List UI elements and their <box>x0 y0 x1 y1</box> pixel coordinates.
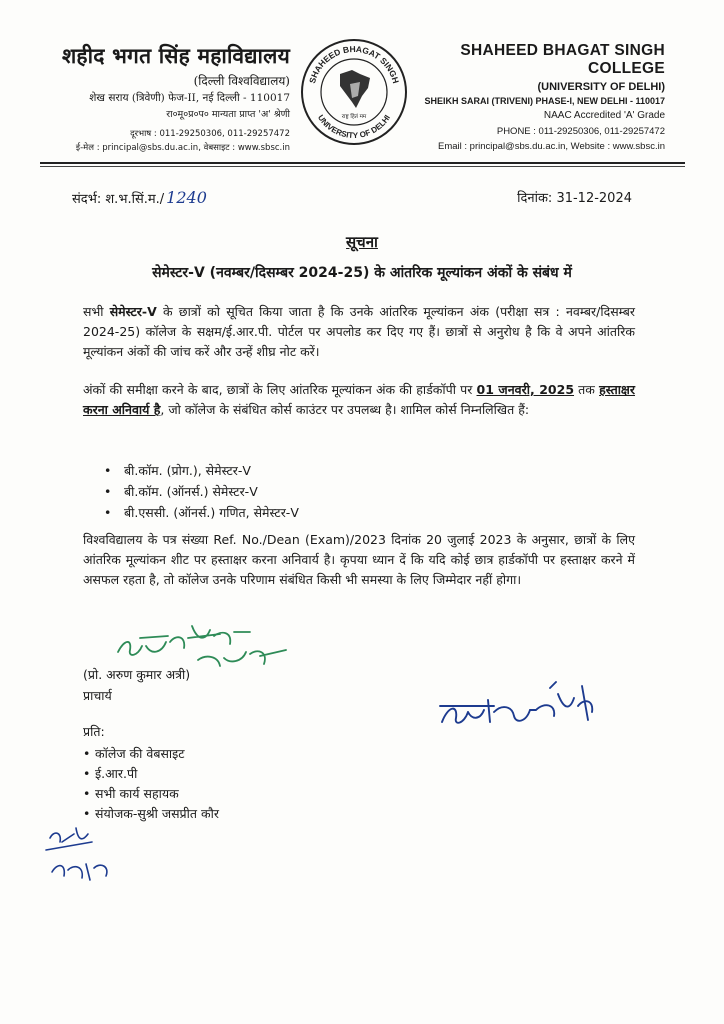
hindi-contact <box>50 127 290 155</box>
hindi-address: शेख सराय (त्रिवेणी) फेज-II, नई दिल्ली - 110017 <box>89 92 290 104</box>
p1-text-a: सभी <box>83 304 110 319</box>
hindi-naac: रा०मू०प्र०प० मान्यता प्राप्त 'अ' श्रेणी <box>166 109 290 120</box>
english-university: (UNIVERSITY OF DELHI) <box>537 81 665 93</box>
signatory-name: (प्रो. अरुण कुमार अत्री) <box>83 667 191 682</box>
signatory <box>83 664 190 706</box>
english-email-web: Email : principal@sbs.du.ac.in, Website : www.sbsc.in <box>438 141 665 152</box>
p2-text-a: अंकों की समीक्षा करने के बाद, छात्रों के लिए आंतरिक मूल्यांकन अंक की हार्डकॉपी पर <box>83 382 477 397</box>
english-naac: NAAC Accredited 'A' Grade <box>543 110 665 121</box>
p1-text-c: के छात्रों को सूचित किया जाता है कि उनके आंतरिक मूल्यांकन अंक (परीक्षा सत्र : नवम्बर/दिसम्बर 2024-25) कॉलेज के सक्षम/ई.आर.पी. पोर्टल पर अपलोड कर दिए गए हैं। छात्रों से अनुरोध है कि वे अपने आंतरिक मूल्यांकन अंकों की जांच करें और उन्हें शीघ्र नोट करें। <box>83 304 635 359</box>
logo-motto: राष्ट्र हितं मम <box>341 114 367 120</box>
list-item: • ई.आर.पी <box>83 764 219 784</box>
college-logo <box>300 38 408 146</box>
list-item: • बी.कॉम. (प्रोग.), सेमेस्टर-V <box>104 460 299 481</box>
english-phone: PHONE : 011-29250306, 011-29257472 <box>496 126 665 137</box>
initials-signature <box>40 820 120 892</box>
list-item: • संयोजक-सुश्री जसप्रीत कौर <box>83 804 219 824</box>
copy-to-section <box>83 722 219 824</box>
logo-top-text: SHAHEED BHAGAT SINGH <box>307 43 401 85</box>
header-divider-thin <box>40 166 685 167</box>
p2-text-c: तक <box>574 382 600 397</box>
hindi-university: (दिल्ली विश्वविद्यालय) <box>193 74 290 88</box>
principal-signature <box>432 676 622 742</box>
list-item: • सभी कार्य सहायक <box>83 784 219 804</box>
date-line: दिनांक: 31-12-2024 <box>517 191 632 206</box>
reference-line <box>72 188 207 207</box>
hindi-email-web: ई-मेल : principal@sbs.du.ac.in, वेबसाइट : www.sbsc.in <box>75 143 290 153</box>
p2-deadline: 01 जनवरी, 2025 <box>476 382 575 397</box>
english-college-name: SHAHEED BHAGAT SINGH COLLEGE <box>460 42 665 77</box>
hindi-phone: दूरभाष : 011-29250306, 011-29257472 <box>130 129 290 139</box>
paragraph-2 <box>83 380 635 420</box>
list-item: • कॉलेज की वेबसाइट <box>83 744 219 764</box>
signatory-designation: प्राचार्य <box>83 688 112 703</box>
english-contact <box>412 124 665 154</box>
reference-number: 1240 <box>166 188 207 207</box>
course-list <box>104 460 299 523</box>
list-item: • बी.कॉम. (ऑनर्स.) सेमेस्टर-V <box>104 481 299 502</box>
reference-label: संदर्भ: श.भ.सिं.म./ <box>72 192 165 207</box>
paragraph-3: विश्वविद्यालय के पत्र संख्या Ref. No./Dean (Exam)/2023 दिनांक 20 जुलाई 2023 के अनुसार, छात्रों के लिए आंतरिक मूल्यांकन शीट पर हस्ताक्षर करना अनिवार्य है। कृपया ध्यान दें कि यदि कोई छात्र हार्डकॉपी पर हस्ताक्षर करने में असफल रहता है, तो कॉलेज उनके परिणाम संबंधित किसी भी समस्या के लिए जिम्मेदार नहीं होगा। <box>83 532 635 587</box>
header-divider <box>40 162 685 164</box>
p2-mandatory: हस्ताक्षर करना अनिवार्य है <box>83 382 636 417</box>
english-letterhead <box>412 42 665 121</box>
paragraph-1 <box>83 302 635 362</box>
p2-text-e: , जो कॉलेज के संबंधित कोर्स काउंटर पर उपलब्ध है। शामिल कोर्स निम्नलिखित हैं: <box>160 402 530 417</box>
notice-heading: सूचना <box>346 233 378 251</box>
list-item: • बी.एससी. (ऑनर्स.) गणित, सेमेस्टर-V <box>104 502 299 523</box>
logo-bottom-text: UNIVERSITY OF DELHI <box>315 113 393 141</box>
copy-to-list <box>83 744 219 824</box>
hindi-college-name: शहीद भगत सिंह महाविद्यालय <box>61 43 290 68</box>
hindi-letterhead <box>50 42 290 120</box>
letterhead <box>0 0 724 165</box>
copy-to-label: प्रति: <box>83 724 105 739</box>
notice-subject: सेमेस्टर-V (नवम्बर/दिसम्बर 2024-25) के आंतरिक मूल्यांकन अंकों के संबंध में <box>152 265 572 281</box>
p1-semester: सेमेस्टर-V <box>109 304 157 319</box>
english-address: SHEIKH SARAI (TRIVENI) PHASE-I, NEW DELHI - 110017 <box>424 96 665 106</box>
